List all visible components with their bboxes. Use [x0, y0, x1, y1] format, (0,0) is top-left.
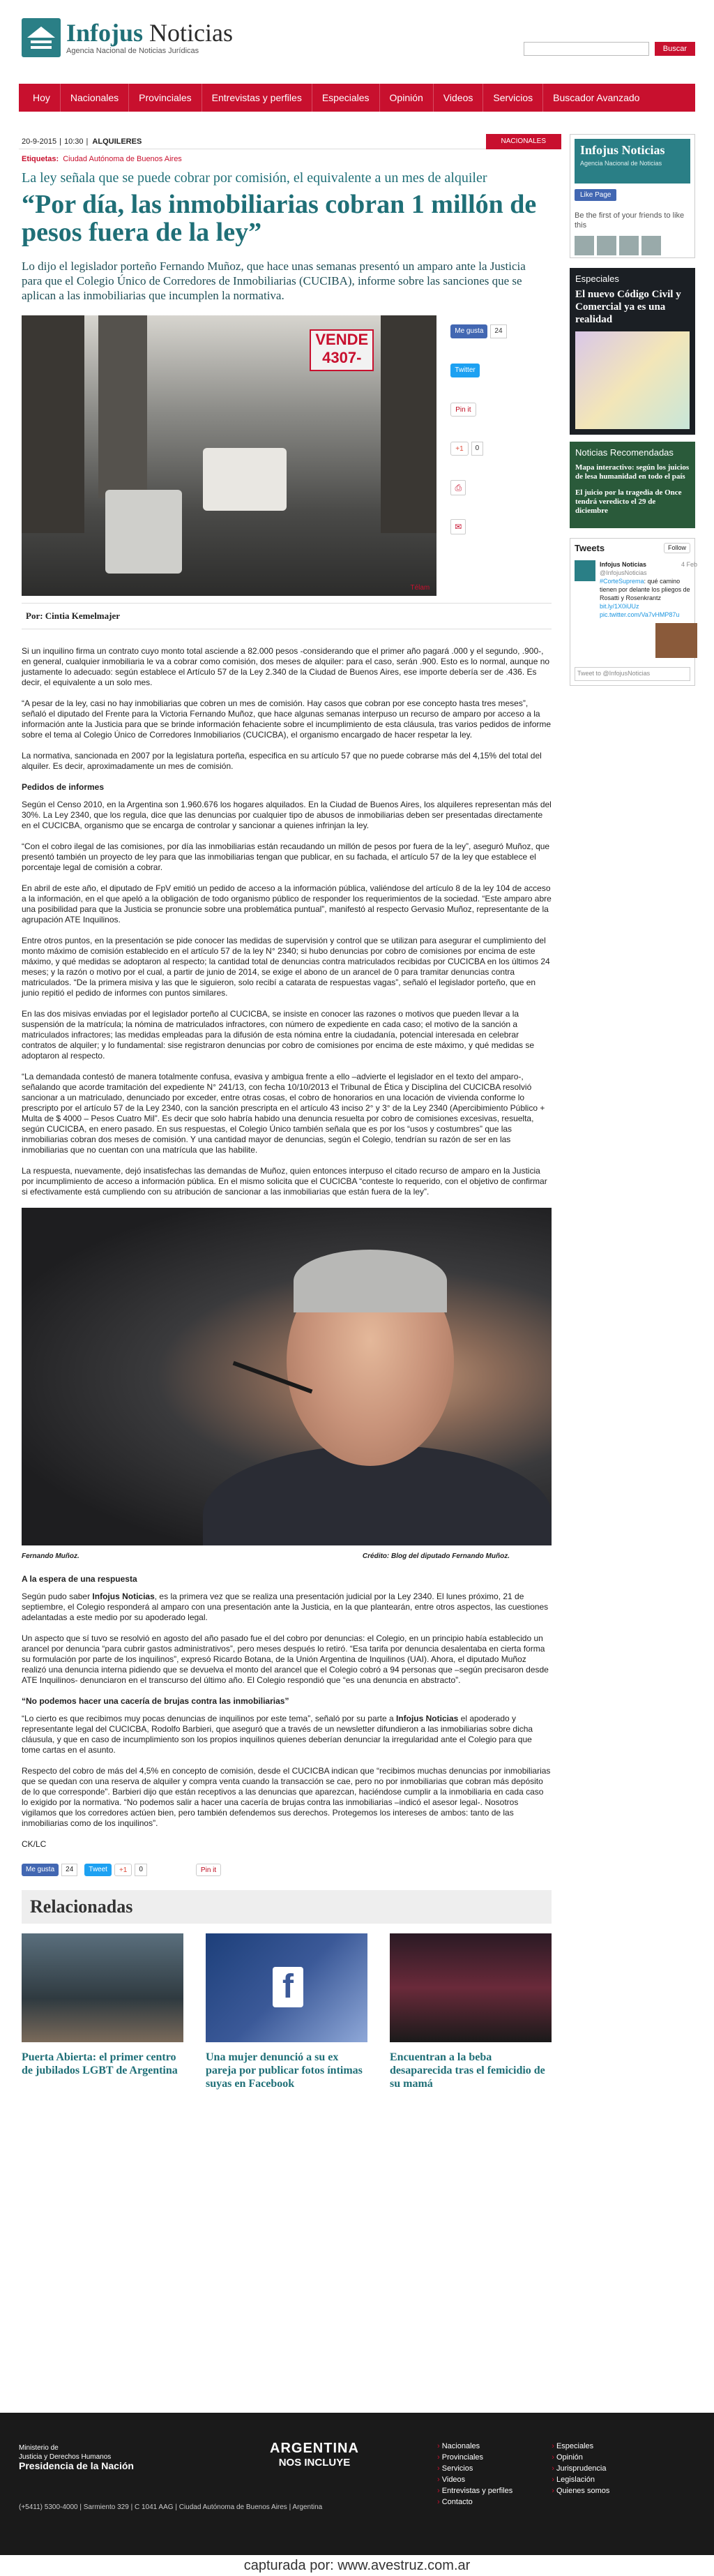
nav-servicios[interactable]: Servicios [483, 84, 543, 112]
related-item[interactable] [22, 1933, 183, 2090]
tweet: Infojus Noticias 4 Feb @InfojusNoticias #CorteSuprema: qué camino tienen por delante los pliegos de Rosatti y Rosenkrantz bit.ly/1X0iUUz pic.twitter.com/Va7vHMP87u [575, 560, 690, 658]
facebook-logo-icon: f [273, 1967, 303, 2007]
caption-left: Fernando Muñoz. [22, 1552, 79, 1560]
especiales-title[interactable]: El nuevo Código Civil y Comercial ya es una realidad [575, 289, 681, 325]
section-button[interactable]: NACIONALES [486, 134, 561, 149]
footer-link[interactable]: › Opinión [552, 2452, 609, 2463]
fb-like-page-button[interactable]: Like Page [575, 189, 616, 201]
footer-links [437, 2441, 609, 2508]
especiales-heading: Especiales [575, 274, 619, 284]
footer-address: (+5411) 5300-4000 | Sarmiento 329 | C 1041 AAG | Ciudad Autónoma de Buenos Aires | Argentina [19, 2503, 323, 2511]
subheading: “No podemos hacer una cacería de brujas contra las inmobiliarias” [22, 1696, 289, 1706]
paragraph: “Con el cobro ilegal de las comisiones, por día las inmobiliarias están recaudando un millón de pesos por fuera de la ley”, aseguró Muñoz, que presentó también un proyecto de ley para que las inmobiliarias tengan que publicar, en su fachada, el artículo 57 de la ley que establece el porcentaje legal de comisión a cobrar. [22, 841, 550, 872]
footer-link[interactable]: › Especiales [552, 2441, 609, 2452]
logo-title: Infojus Noticias [66, 19, 234, 47]
article-kicker: La ley señala que se puede cobrar por comisión, el equivalente a un mes de alquiler [22, 170, 487, 186]
fb-like-text: Be the first of your friends to like this [575, 211, 685, 230]
google-plus-button-bottom[interactable]: +1 [114, 1864, 132, 1876]
paragraph: Según pudo saber Infojus Noticias, es la primera vez que se realiza una presentación judicial por la Ley 2340. El lunes próximo, 21 de septiembre, el Colegio responderá al amparo con una presentación ante la Justicia, en la que plantearán, entre otros aspectos, las cuestiones adelantadas a este medio por su apoderado legal. [22, 1592, 549, 1622]
related-item[interactable] [206, 1933, 367, 2090]
recomendada-link[interactable]: Mapa interactivo: según los juicios de lesa humanidad en todo el país [575, 463, 690, 481]
paragraph: En las dos misivas enviadas por el legislador porteño al CUCICBA, se insiste en conocer las razones o motivos que pueden llevar a la suspensión de la matrícula; la nómina de matriculados infractores, con número de expediente en cada caso; el motivo de la sanción a matriculados infractores; las medidas empleadas para la difusión de esta nómina entre la ciudadanía, potencial interesada en celebrar contratos de alquiler; y lo fundamental: sise registraron denuncias por cobro de comisiones por encima de este máximo, y qué medidas se adoptaron al respecto. [22, 1009, 535, 1061]
nav-provinciales[interactable]: Provinciales [129, 84, 202, 112]
recomendada-link[interactable]: El juicio por la tragedia de Once tendrá veredicto el 29 de diciembre [575, 488, 682, 515]
sidebar [570, 134, 695, 2090]
tweet-user[interactable]: Infojus Noticias [600, 561, 647, 568]
tag-link[interactable]: Ciudad Autónoma de Buenos Aires [63, 155, 182, 163]
facebook-count: 24 [490, 324, 506, 338]
article-byline: Por: Cintia Kemelmajer [22, 603, 552, 629]
logo-mark-icon [22, 18, 61, 57]
footer-link[interactable]: › Entrevistas y perfiles [437, 2485, 512, 2496]
article-tags: Etiquetas: Ciudad Autónoma de Buenos Aires [22, 155, 182, 163]
article-meta: 20-9-2015 | 10:30 | ALQUILERES NACIONALES [19, 134, 561, 149]
tweet-image[interactable] [655, 623, 697, 658]
footer-link[interactable]: › Provinciales [437, 2452, 512, 2463]
related-image[interactable] [390, 1933, 552, 2042]
especiales-image[interactable] [575, 331, 690, 429]
nav-entrevistas[interactable]: Entrevistas y perfiles [202, 84, 312, 112]
nav-buscador[interactable]: Buscador Avanzado [553, 92, 640, 103]
main-nav [19, 84, 695, 112]
site-logo[interactable] [22, 18, 233, 57]
search-input[interactable] [524, 42, 649, 56]
tweets-heading: Tweets [575, 543, 605, 553]
tweet-date: 4 Feb [681, 561, 697, 568]
site-header [19, 0, 695, 68]
article-photo-munoz [22, 1208, 552, 1545]
related-heading: Relacionadas [22, 1890, 552, 1924]
footer-link[interactable]: › Nacionales [437, 2441, 512, 2452]
twitter-follow-button[interactable]: Follow [664, 543, 690, 553]
google-plus-count-bottom: 0 [135, 1864, 147, 1876]
footer-link[interactable]: › Quienes somos [552, 2485, 609, 2496]
paragraph: Si un inquilino firma un contrato cuyo monto total asciende a 82.000 pesos -considerando que el primer año pagará .000 y el segundo, .900-, en general, cualquier inmobiliaria le va a cobrar como comisión, dos meses de alquiler: para el caso, serán .900. Esto es lo normal, aunque no justamente lo adecuado: según establece el Artículo 57 de la Ley 2.340 de la Ciudad de Buenos Aires, ese importe debería ser de .436. Es decir, el equivalente a un solo mes. [22, 646, 550, 687]
email-icon[interactable]: ✉ [450, 519, 466, 534]
article-time: 10:30 [64, 137, 84, 146]
twitter-widget [570, 538, 695, 686]
tweet-pic-link[interactable]: pic.twitter.com/Va7vHMP87u [600, 611, 680, 618]
argentina-logo: ARGENTINA NOS INCLUYE [270, 2441, 359, 2469]
related-section [22, 1890, 552, 2090]
nav-videos[interactable]: Videos [434, 84, 484, 112]
related-image[interactable] [206, 1933, 367, 2042]
paragraph: Entre otros puntos, en la presentación se pide conocer las medidas de supervisión y control que se utilizan para asegurar el cumplimiento del monto máximo de comisión establecido en el artículo 57 de la ley N° 2340; si hubo denuncias por cobro de comisiones por encima de este máximo, y qué medidas se adoptaron al respecto; la cantidad total de denuncias contra matriculados recibidas por CUCICBA en los últimos 24 meses; y la razón o motivo por el cual, a partir de junio de 2014, se exige el abono de un arancel de 0 para tramitar denuncias contra matriculados. “De la primera misiva y las que le siguieron, solo recibí a catarata de respuestas vagas”, señaló el legislador porteño, que en junio repitió el pedido de informes con puntos similares. [22, 936, 550, 998]
pinterest-button[interactable]: Pin it [450, 403, 476, 417]
especiales-box[interactable] [570, 268, 695, 435]
tweet-link[interactable]: bit.ly/1X0iUUz [600, 603, 639, 610]
photo-credit: Télam [410, 584, 430, 592]
photo-caption [22, 1551, 510, 1562]
search-button[interactable]: Buscar [655, 42, 695, 56]
article-section[interactable]: ALQUILERES [92, 137, 142, 146]
facebook-like-button[interactable]: Me gusta [450, 324, 487, 338]
paragraph: En abril de este año, el diputado de FpV emitió un pedido de acceso a la información pública, valiéndose del artículo 8 de la ley 104 de acceso a la información, en el que apeló a la obligación de todo organismo público de responder los requerimientos de la sociedad. “Este amparo abre una posibilidad para que la Justicia se pronuncie sobre una problemática puntual”, manifestó al respecto Gervasio Muñoz, representante de la agrupación ATE Inquilinos. [22, 883, 552, 924]
facebook-like-button-bottom[interactable]: Me gusta [22, 1864, 59, 1876]
fb-faces [575, 236, 690, 255]
recomendadas-box [570, 442, 695, 528]
fb-page-name[interactable]: Infojus Noticias [580, 143, 665, 157]
photo-sign: VENDE 4307- [310, 329, 374, 371]
paragraph: Un aspecto que sí tuvo se resolvió en agosto del año pasado fue el del cobro por denuncias: el Colegio, en un principio había establecido un arancel por denuncia “para cubrir gastos administrativos”, pero meses después lo retiró. “Esa tarifa por denuncia desalentaba en cierta forma su formulación por parte de los inquilinos”, expresó Ricardo Botana, de la Unión Argentina de Inquilinos (UAI). Ahora, el diputado Muñoz realizó una denuncia interna pidiendo que se devuelva el monto del arancel que el Colegio cobró a 94 personas que –según precisaron desde ATE Inquilinos- denunciaron en el transcurso del último año. El Colegio respondió que “es una denuncia en abstracto”. [22, 1633, 549, 1685]
article-photo [22, 315, 436, 596]
twitter-button[interactable]: Twitter [450, 364, 479, 377]
footer-link[interactable]: › Contacto [437, 2496, 512, 2508]
ministry-logo[interactable]: Ministerio de Justicia y Derechos Humanos Presidencia de la Nación [19, 2444, 134, 2471]
paragraph: Según el Censo 2010, en la Argentina son 1.960.676 los hogares alquilados. En la Ciudad de Buenos Aires, los alquileres representan más del 30%. La Ley 2340, que los regula, dice que las denuncias por cualquier tipo de abusos de inmobiliarias deben ser presentadas directamente en el CUCICBA, organismo que se encarga de controlar y sancionar a quienes infrinjan la ley. [22, 800, 552, 830]
article [19, 134, 561, 2090]
article-body [22, 646, 552, 1850]
recomendadas-heading: Noticias Recomendadas [575, 447, 674, 458]
tweet-button-bottom[interactable]: Tweet [84, 1864, 112, 1876]
paragraph: Respecto del cobro de más del 4,5% en concepto de comisión, desde el CUCICBA indican que “recibimos muchas denuncias por inmobiliarias que se quedan con una reserva de alquiler y compra venta cuando la transacción se cae, pero no por inmobiliarias que cobran más depósito de lo que corresponde”. Barbieri dijo que están receptivos a las denuncias que aparezcan, haciéndose cumplir a la inmobiliaria en cada caso lo exigido por la normativa. “No podemos salir a hacer una cacería de brujas contra las inmobiliarias –indicó el asesor legal-. Nosotros vigilamos que los corredores actúen bien, pero también defendemos sus derechos. Protegemos los intereses de ambos: tanto de las inmobiliarias como de los inquilinos”. [22, 1766, 551, 1828]
paragraph: “Lo cierto es que recibimos muy pocas denuncias de inquilinos por este tema”, señaló por su parte a Infojus Noticias el apoderado y representante legal del CUCICBA, Rodolfo Barbieri, que aseguró que a través de un newsletter difundieron a las inmobiliarias sobre dicha cláusula, y que en caso de incumplimiento son los propios inquilinos quienes deberían denunciar la irregularidad ante el Colegio para que tome cartas en el asunto. [22, 1714, 533, 1755]
logo-tagline: Agencia Nacional de Noticias Jurídicas [66, 47, 199, 55]
google-plus-button[interactable]: +1 [450, 442, 468, 456]
share-column [450, 315, 561, 596]
fb-page-sub: Agencia Nacional de Noticias [580, 160, 662, 167]
tweet-to-input[interactable]: Tweet to @InfojusNoticias [575, 667, 690, 681]
paragraph: La normativa, sancionada en 2007 por la legislatura porteña, especifica en su artículo 57 que no puede cobrarse más del 4,15% del total del alquiler. Es decir, aproximadamente un mes de comisión. [22, 751, 542, 771]
capture-credit: capturada por: www.avestruz.com.ar [243, 2558, 471, 2573]
search-bar [524, 42, 695, 56]
paragraph: “A pesar de la ley, casi no hay inmobiliarias que cobren un mes de comisión. Hay casos que cobran por ese concepto hasta tres meses”, señaló el diputado del Frente para la Victoria Fernando Muñoz, que hace algunas semanas interpuso un recurso de amparo por acceso a la información ante la Justicia para que se brinde información fehaciente sobre el incumplimiento de esta cláusula, tras varios pedidos de informe sobre el tema al Colegio Único de Corredores Inmobiliarios (CUCICBA), el organismo encargado de hacer respetar la ley. [22, 698, 552, 740]
related-title[interactable]: Encuentran a la beba desaparecida tras el femicidio de su mamá [390, 2051, 545, 2090]
site-footer [0, 2413, 714, 2555]
nav-opinion[interactable]: Opinión [380, 84, 434, 112]
pinterest-button-bottom[interactable]: Pin it [196, 1864, 221, 1876]
tweet-hashtag[interactable]: #CorteSuprema [600, 578, 644, 585]
subheading: A la espera de una respuesta [22, 1574, 137, 1584]
nav-hoy[interactable]: Hoy [23, 84, 61, 112]
paragraph: “La demandada contestó de manera totalmente confusa, evasiva y ambigua frente a ello –advierte el legislador en el texto del amparo-, señalando que acorde tramitación del expediente N° 241/13, con fecha 10/10/2013 el Tribunal de Ética y Disciplina del CUCICBA resolvió sancionar a un matriculado, denunciado por exceder, entre otras cosas, el cobro de honorarios en una locación de vivienda conforme lo prescripto por el artículo 57 de la Ley 2340, con la sanción prescripta en el artículo 43 inciso 2° y 3° de la Ley 2340 (Apercibimiento Público + Multa de $ 4000 – Pesos Cuatro Mil”. Es decir que solo habría habido una denuncia resuelta por cobro de comisiones excesivas, resuelta, según CUCICBA, en enero pasado. En sus respuestas, el Colegio Único también señala que es por los “usos y costumbres” que las inmobiliarias cobran dos meses de comisión. Y una cantidad mayor de denuncias, según el Colegio, tendrían su razón de ser en las inmobiliarias que no cuentan con una matrícula que las habilite. [22, 1072, 545, 1155]
related-image[interactable] [22, 1933, 183, 2042]
article-date: 20-9-2015 [22, 137, 57, 146]
article-lead: Lo dijo el legislador porteño Fernando Muñoz, que hace unas semanas presentó un amparo ante la Justicia para que el Colegio Único de Corredores de Inmobiliarias (CUCIBA), informe sobre las sanciones que se aplican a las inmobiliarias que incumplen la normativa. [22, 260, 526, 302]
avatar[interactable] [575, 560, 595, 581]
article-title: “Por día, las inmobiliarias cobran 1 millón de pesos fuera de la ley” [22, 190, 537, 247]
footer-link[interactable]: › Servicios [437, 2463, 512, 2474]
article-signature: CK/LC [22, 1839, 47, 1849]
caption-right: Crédito: Blog del diputado Fernando Muñoz. [362, 1552, 510, 1560]
paragraph: La respuesta, nuevamente, dejó insatisfechas las demandas de Muñoz, quien entonces interpuso el citado recurso de amparo en la Justicia por incumplimiento de acceso a información pública. En el mismo solicita que el CUCICBA “conteste lo requerido, con el objetivo de confirmar si efectivamente está cumpliendo con su atribución de sancionar a las inmobiliarias que están fuera de la ley”. [22, 1166, 547, 1197]
nav-especiales[interactable]: Especiales [312, 84, 380, 112]
print-icon[interactable]: ⎙ [450, 480, 466, 495]
tweet-handle: @InfojusNoticias [600, 569, 647, 576]
subheading: Pedidos de informes [22, 782, 105, 792]
related-title[interactable]: Puerta Abierta: el primer centro de jubilados LGBT de Argentina [22, 2051, 178, 2076]
bottom-share [22, 1864, 561, 1876]
google-plus-count: 0 [471, 442, 484, 456]
related-item[interactable] [390, 1933, 552, 2090]
facebook-widget [570, 134, 695, 258]
footer-link[interactable]: › Videos [437, 2474, 512, 2485]
facebook-count-bottom: 24 [61, 1864, 77, 1876]
related-title[interactable]: Una mujer denunció a su ex pareja por publicar fotos íntimas suyas en Facebook [206, 2051, 363, 2090]
footer-link[interactable]: › Legislación [552, 2474, 609, 2485]
footer-link[interactable]: › Jurisprudencia [552, 2463, 609, 2474]
nav-nacionales[interactable]: Nacionales [61, 84, 129, 112]
